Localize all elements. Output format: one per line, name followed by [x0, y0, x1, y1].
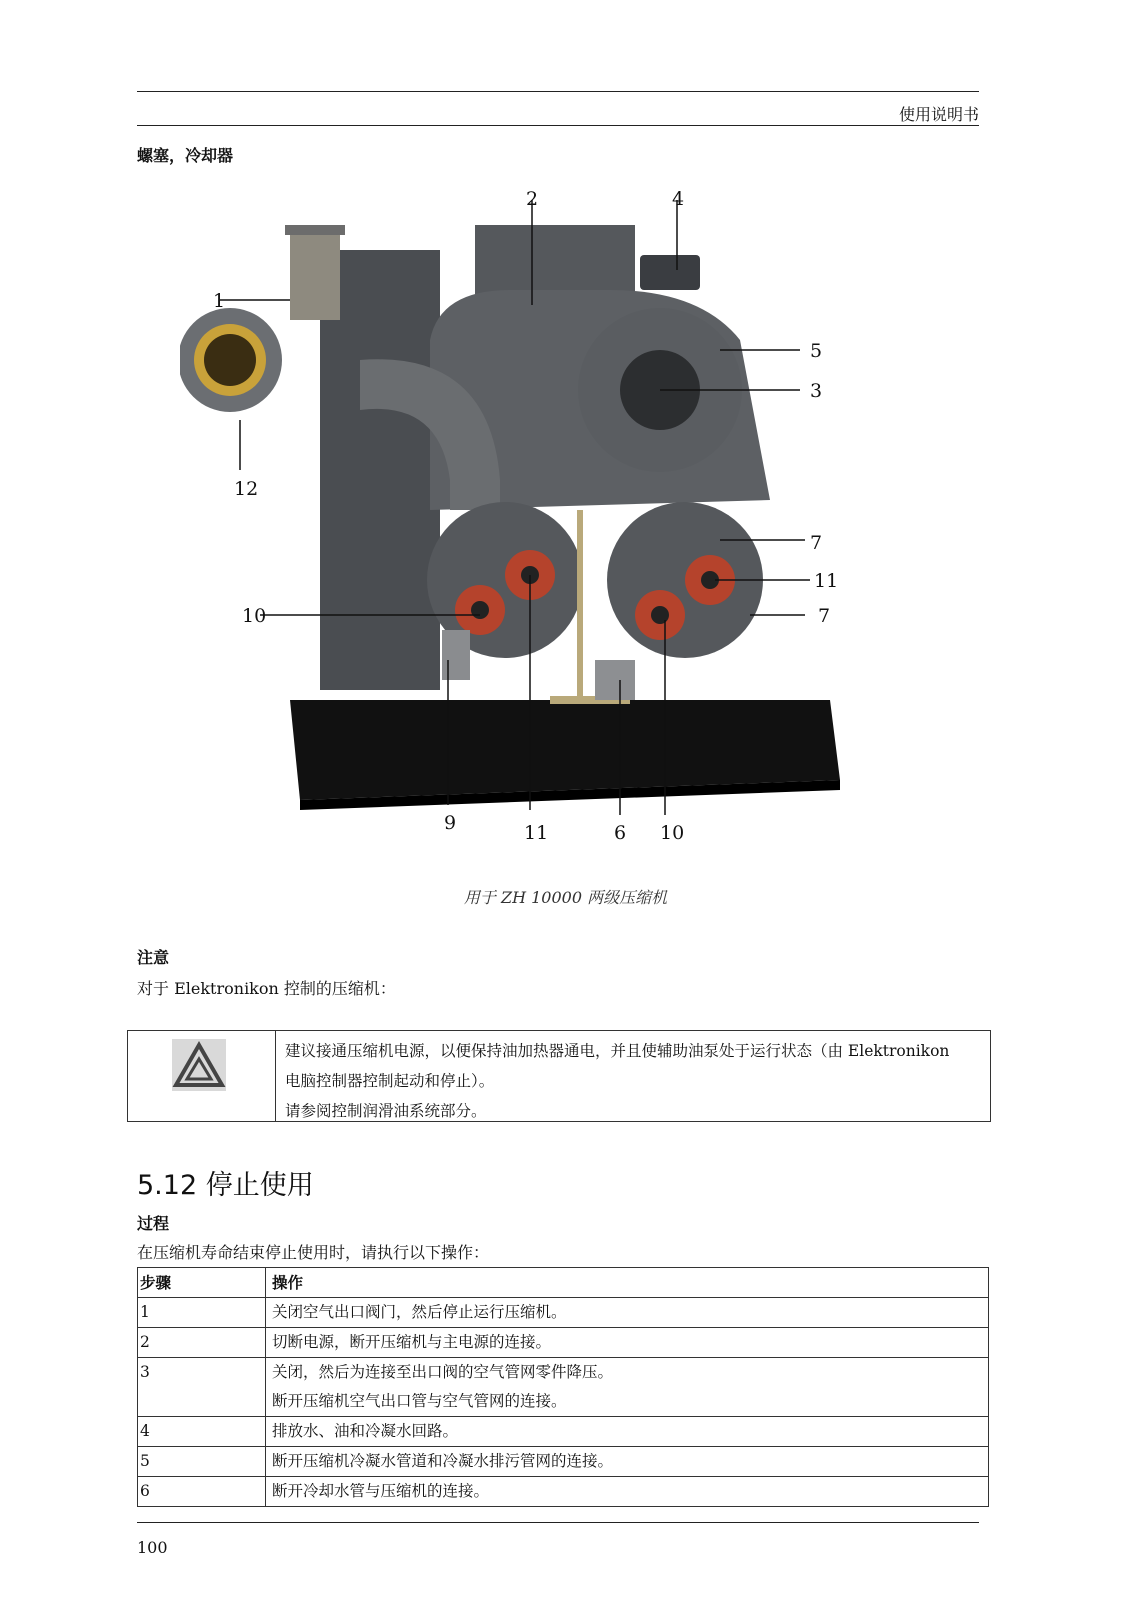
- step-action-line: 关闭，然后为连接至出口阀的空气管网零件降压。: [272, 1363, 614, 1381]
- procedure-label: 过程: [137, 1214, 170, 1233]
- warning-triangle-icon: [172, 1039, 226, 1091]
- header-bottom-rule: [137, 125, 979, 126]
- step-number: 3: [138, 1358, 266, 1417]
- step-number: 2: [138, 1328, 266, 1358]
- notice-icon-cell: [128, 1031, 276, 1121]
- section-title: 5.12 停止使用: [137, 1170, 314, 1201]
- step-action: 排放水、油和冷凝水回路。: [266, 1417, 989, 1447]
- header-action: 操作: [266, 1268, 989, 1298]
- step-number: 6: [138, 1477, 266, 1507]
- table-row: [138, 1417, 989, 1447]
- callout-11-bottom: 11: [524, 822, 549, 844]
- note-label: 注意: [137, 948, 170, 967]
- callout-5: 5: [810, 340, 823, 362]
- section-heading: 螺塞，冷却器: [137, 146, 234, 165]
- step-action: 切断电源，断开压缩机与主电源的连接。: [266, 1328, 989, 1358]
- callout-1: 1: [213, 290, 226, 312]
- callout-9: 9: [444, 812, 457, 834]
- step-number: 4: [138, 1417, 266, 1447]
- footer-rule: [137, 1522, 979, 1523]
- table-header-row: [138, 1268, 989, 1298]
- step-action: 断开压缩机冷凝水管道和冷凝水排污管网的连接。: [266, 1447, 989, 1477]
- callout-2: 2: [526, 188, 539, 210]
- callout-11-right: 11: [814, 570, 839, 592]
- callout-4: 4: [672, 188, 685, 210]
- callout-10-left: 10: [242, 605, 267, 627]
- step-action: 断开冷却水管与压缩机的连接。: [266, 1477, 989, 1507]
- table-row: [138, 1358, 989, 1417]
- table-row: [138, 1477, 989, 1507]
- header-step: 步骤: [138, 1268, 266, 1298]
- callout-10-bottom: 10: [660, 822, 685, 844]
- callout-6: 6: [614, 822, 627, 844]
- note-intro: 对于 Elektronikon 控制的压缩机：: [137, 979, 396, 998]
- callout-12: 12: [234, 478, 259, 500]
- callout-7-upper: 7: [810, 532, 823, 554]
- table-row: [138, 1328, 989, 1358]
- callout-3: 3: [810, 380, 823, 402]
- callout-7-lower: 7: [818, 605, 831, 627]
- header-top-rule: [137, 91, 979, 92]
- notice-text: [285, 1036, 985, 1126]
- page-number: 100: [137, 1538, 168, 1557]
- doc-title: 使用说明书: [898, 105, 979, 124]
- step-action: 关闭空气出口阀门，然后停止运行压缩机。: [266, 1298, 989, 1328]
- notice-line: 建议接通压缩机电源，以便保持油加热器通电，并且使辅助油泵处于运行状态（由 Elektronikon: [285, 1042, 950, 1060]
- notice-line: 电脑控制器控制起动和停止）。: [285, 1072, 495, 1090]
- step-action: [266, 1358, 989, 1417]
- step-number: 5: [138, 1447, 266, 1477]
- table-row: [138, 1298, 989, 1328]
- figure-caption: 用于 ZH 10000 两级压缩机: [463, 888, 668, 907]
- notice-box: [127, 1030, 991, 1122]
- notice-line: 请参阅控制润滑油系统部分。: [285, 1102, 487, 1120]
- steps-table: [137, 1267, 989, 1507]
- procedure-intro: 在压缩机寿命结束停止使用时，请执行以下操作：: [137, 1243, 490, 1262]
- table-row: [138, 1447, 989, 1477]
- compressor-illustration: [180, 180, 880, 870]
- step-action-line: 断开压缩机空气出口管与空气管网的连接。: [272, 1392, 567, 1410]
- step-number: 1: [138, 1298, 266, 1328]
